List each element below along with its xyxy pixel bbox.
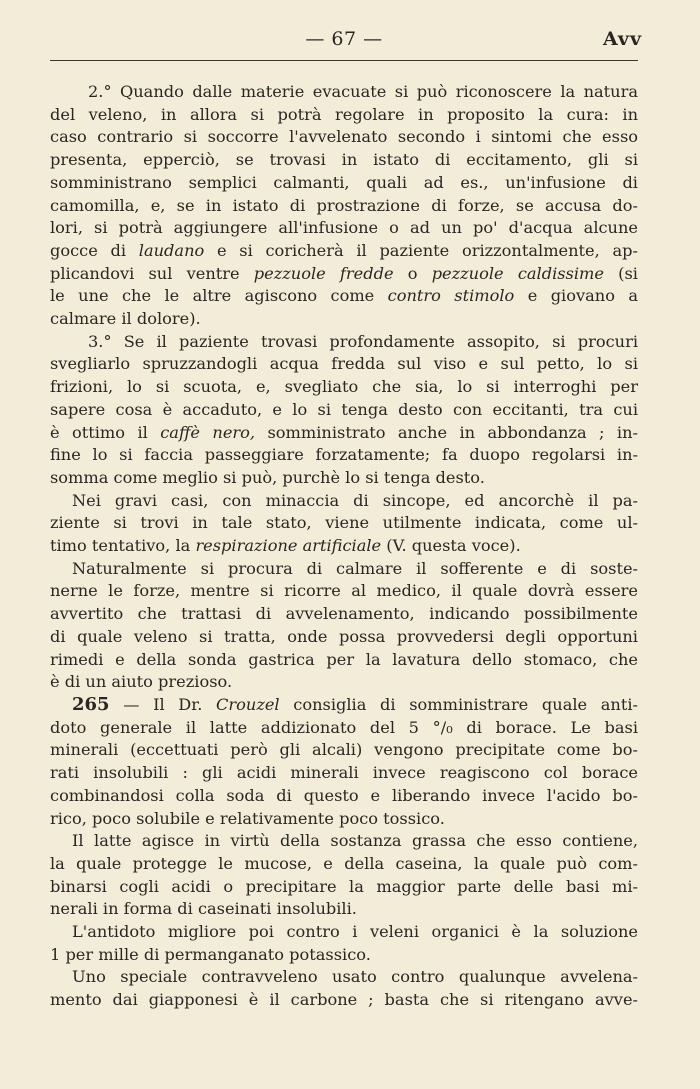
text-line <box>50 762 638 785</box>
section-number: 265 <box>72 693 110 715</box>
text-run: somministrano semplici calmanti, quali ad es., un'infusione di <box>50 172 638 192</box>
running-head: Avv <box>602 28 642 50</box>
text-line <box>50 785 638 808</box>
text-line <box>50 376 638 399</box>
text-run: frizioni, lo si scuota, e, svegliato che sia, lo si interroghi per <box>50 377 638 397</box>
text-run: Uno speciale contravveleno usato contro qualunque avvelena- <box>72 967 638 987</box>
text-line <box>50 422 638 445</box>
text-run: 2.° Quando dalle materie evacuate si può riconoscere la natura <box>88 82 638 101</box>
text-line <box>50 444 638 467</box>
text-run: la quale protegge le mucose, e della caseina, la quale può com- <box>50 853 638 873</box>
italic-term: contro stimolo <box>387 286 515 306</box>
text-line <box>50 285 638 308</box>
text-line <box>50 535 638 558</box>
text-run: doto generale il latte addizionato del 5 °/₀ di borace. Le basi <box>50 717 638 737</box>
text-run: è ottimo il <box>50 422 148 442</box>
text-run: rati insolubili : gli acidi minerali invece reagiscono col borace <box>50 763 638 783</box>
text-line <box>50 830 638 853</box>
text-run: 1 per mille di permanganato potassico. <box>50 944 371 964</box>
text-run: (si <box>618 263 638 283</box>
text-line <box>50 263 638 286</box>
text-line <box>50 921 638 944</box>
text-run: presenta, epperciò, se trovasi in istato di eccitamento, gli si <box>50 150 638 170</box>
text-run: e si coricherà il paziente orizzontalmente, ap- <box>216 240 638 260</box>
text-run: — Il Dr. <box>123 694 203 714</box>
text-line <box>50 331 638 354</box>
text-run: svegliarlo spruzzandogli acqua fredda sul viso e sul petto, lo si <box>50 354 638 374</box>
text-line <box>50 558 638 581</box>
text-line <box>50 81 638 104</box>
text-line <box>50 898 638 921</box>
italic-term: caffè nero, <box>160 422 256 442</box>
text-run: di quale veleno si tratta, onde possa provvedersi degli opportuni <box>50 626 638 646</box>
page-number: — 67 — <box>305 28 383 50</box>
text-run: somministrato anche in abbondanza ; in- <box>267 422 638 442</box>
text-line <box>50 808 638 831</box>
text-line <box>50 671 638 694</box>
text-run: L'antidoto migliore poi contro i veleni organici è la soluzione <box>72 922 638 942</box>
text-run: Il latte agisce in virtù della sostanza grassa che esso contiene, <box>72 831 638 851</box>
text-run: consiglia di somministrare quale anti- <box>293 694 638 714</box>
text-run: binarsi cogli acidi o precipitare la maggior parte delle basi mi- <box>50 876 638 896</box>
text-line <box>50 149 638 172</box>
italic-term: laudano <box>138 240 205 260</box>
text-line <box>50 217 638 240</box>
text-run: camomilla, e, se in istato di prostrazione di forze, se accusa do- <box>50 195 638 215</box>
text-run: plicandovi sul ventre <box>50 263 240 283</box>
italic-term: pezzuole caldissime <box>431 263 604 283</box>
text-line <box>50 626 638 649</box>
text-run: ziente si trovi in tale stato, viene utilmente indicata, come ul- <box>50 513 638 533</box>
text-run: somma come meglio si può, purchè lo si tenga desto. <box>50 467 485 487</box>
text-line <box>50 739 638 762</box>
text-line <box>50 399 638 422</box>
text-line <box>50 717 638 740</box>
text-run: calmare il dolore). <box>50 309 201 329</box>
text-run: caso contrario si soccorre l'avvelenato secondo i sintomi che esso <box>50 127 638 147</box>
text-line <box>50 989 638 1012</box>
text-line <box>50 603 638 626</box>
italic-term: respirazione artificiale <box>195 536 382 556</box>
text-line <box>50 308 638 331</box>
italic-term: pezzuole fredde <box>253 263 394 283</box>
text-line <box>50 467 638 490</box>
text-run: combinandosi colla soda di questo e liberando invece l'acido bo- <box>50 785 638 805</box>
text-run: rico, poco solubile e relativamente poco tossico. <box>50 808 445 828</box>
text-run: fine lo si faccia passeggiare forzatamente; fa duopo regolarsi in- <box>50 445 638 465</box>
text-run: nerali in forma di caseinati insolubili. <box>50 899 357 919</box>
text-run: Nei gravi casi, con minaccia di sincope, ed ancorchè il pa- <box>72 490 638 510</box>
text-run: Naturalmente si procura di calmare il sofferente e di soste- <box>72 558 638 578</box>
text-line <box>50 512 638 535</box>
text-line <box>50 944 638 967</box>
text-run: e giovano a <box>527 286 638 306</box>
body-text <box>50 81 638 1012</box>
text-run: avvertito che trattasi di avvelenamento, indicando possibilmente <box>50 604 638 624</box>
text-run: del veleno, in allora si potrà regolare in proposito la cura: in <box>50 104 638 124</box>
text-line <box>50 694 638 717</box>
text-run: rimedi e della sonda gastrica per la lavatura dello stomaco, che <box>50 649 638 669</box>
text-run: è di un aiuto prezioso. <box>50 672 233 692</box>
text-run: mento dai giapponesi è il carbone ; basta che si ritengano avve- <box>50 990 638 1010</box>
text-run: o <box>407 263 418 283</box>
text-run: nerne le forze, mentre si ricorre al medico, il quale dovrà essere <box>50 581 638 601</box>
text-line <box>50 490 638 513</box>
text-line <box>50 240 638 263</box>
text-line <box>50 195 638 218</box>
italic-term: Crouzel <box>216 694 280 714</box>
text-run: 3.° Se il paziente trovasi profondamente assopito, si procuri <box>88 331 638 351</box>
text-run: gocce di <box>50 240 127 260</box>
text-line <box>50 172 638 195</box>
text-run: le une che le altre agiscono come <box>50 286 375 306</box>
text-line <box>50 966 638 989</box>
text-line <box>50 104 638 127</box>
text-run: (V. questa voce). <box>386 536 521 556</box>
text-line <box>50 649 638 672</box>
text-run: lori, si potrà aggiungere all'infusione o ad un po' d'acqua alcune <box>50 218 638 238</box>
text-run: minerali (eccettuati però gli alcali) vengono precipitate come bo- <box>50 740 638 760</box>
page-header <box>50 22 642 61</box>
text-line <box>50 853 638 876</box>
text-run: timo tentativo, la <box>50 536 191 556</box>
text-line <box>50 876 638 899</box>
text-line <box>50 126 638 149</box>
text-line <box>50 580 638 603</box>
text-run: sapere cosa è accaduto, e lo si tenga desto con eccitanti, tra cui <box>50 399 638 419</box>
text-line <box>50 353 638 376</box>
